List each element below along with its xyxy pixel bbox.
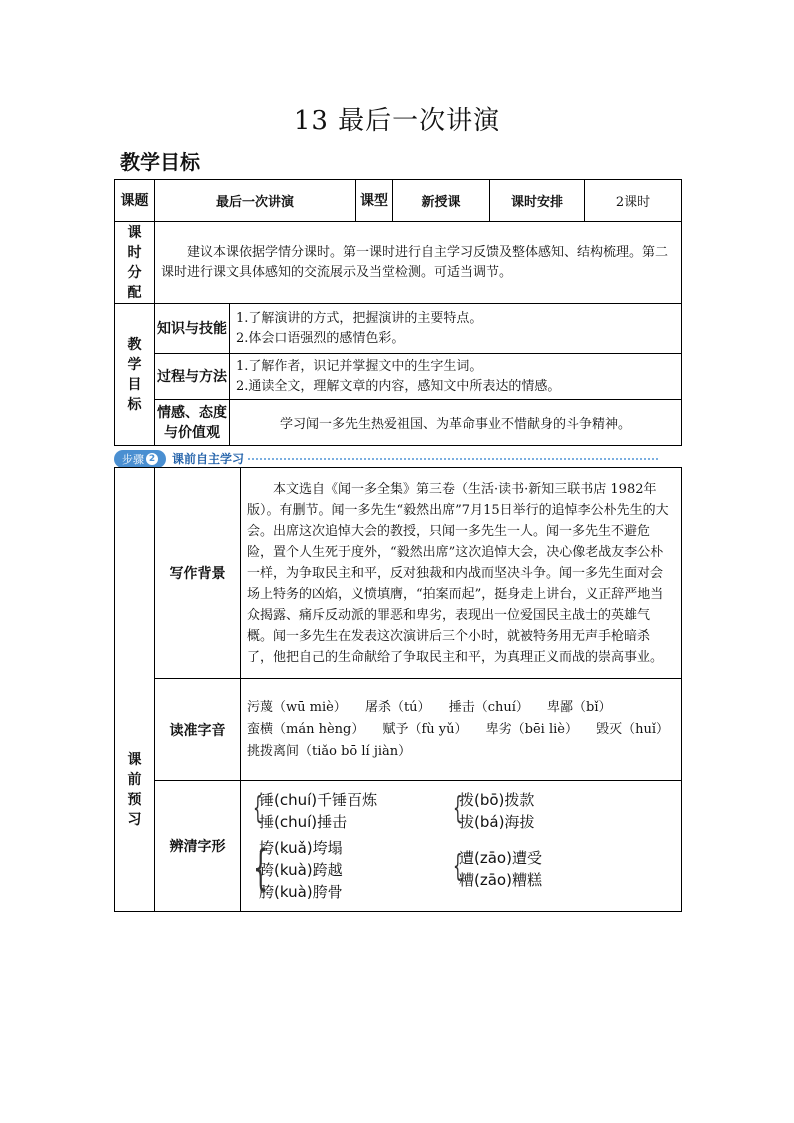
pronounce-item: 赋予（fù yǔ）: [382, 721, 468, 737]
glyph-right-column: [451, 785, 651, 907]
preview-table: [114, 467, 682, 912]
goal-line: 1.了解演讲的方式，把握演讲的主要特点。: [236, 310, 483, 326]
pronounce-label: 读准字音: [155, 679, 241, 781]
section-heading: 教学目标: [120, 150, 200, 174]
allocation-label: 课时分配: [115, 222, 155, 304]
goal-line: 2.体会口语强烈的感情色彩。: [236, 330, 405, 346]
brace-icon: {: [253, 840, 269, 896]
goal-process-label: 过程与方法: [155, 354, 230, 400]
glyph-item: 捶(chuí)捶击: [259, 813, 348, 831]
goal-line: 1.了解作者，识记并掌握文中的生字生词。: [236, 358, 483, 374]
allocation-text: 建议本课依据学情分课时。第一课时进行自主学习反馈及整体感知、结构梳理。第二课时进行课文具体感知的交流展示及当堂检测。可适当调节。: [155, 222, 682, 304]
glyph-group: [451, 789, 651, 833]
glyph-item: 遭(zāo)遭受: [459, 849, 542, 867]
brace-icon: {: [453, 849, 463, 884]
pronounce-item: 捶击（chuí）: [448, 699, 529, 715]
topic-value: 最后一次讲演: [155, 180, 356, 222]
background-text: 本文选自《闻一多全集》第三卷（生活·读书·新知三联书店 1982年版）。有删节。闻一多先生“毅然出席”7月15日举行的追悼李公朴先生的大会。出席这次追悼大会的教授，只闻一多先生一人。闻一多先生不避危险，置个人生死于度外，“毅然出席”这次追悼大会，决心像老战友李公朴一样，为争取民主和平，反对独裁和内战而坚决斗争。闻一多先生面对会场上特务的凶焰，义愤填膺，“拍案而起”，挺身走上讲台，义正辞严地当众揭露、痛斥反动派的罪恶和卑劣，表现出一位爱国民主战士的英雄气概。闻一多先生在发表这次演讲后三个小时，就被特务用无声手枪暗杀了，他把自己的生命献给了争取民主和平，为真理正义而战的崇高事业。: [241, 468, 682, 679]
schedule-label: 课时安排: [490, 180, 585, 222]
goal-emotion-label: 情感、态度与价值观: [155, 400, 230, 446]
glyph-item: 锤(chuí)千锤百炼: [259, 791, 378, 809]
glyph-item: 垮(kuǎ)垮塌: [259, 839, 343, 857]
glyph-label: 辨清字形: [155, 781, 241, 912]
goal-knowledge-label: 知识与技能: [155, 304, 230, 354]
glyph-item: 糟(zāo)糟糕: [459, 871, 542, 889]
goal-emotion-content: 学习闻一多先生热爱祖国、为革命事业不惜献身的斗争精神。: [230, 400, 682, 446]
background-label: 写作背景: [155, 468, 241, 679]
pronounce-item: 卑劣（bēi liè）: [485, 721, 578, 737]
pronounce-item: 毁灭（huǐ）: [596, 721, 670, 737]
glyph-item: 拨(bō)拨款: [459, 791, 535, 809]
pronounce-row: [247, 741, 675, 763]
pronounce-item: 蛮横（mán hèng）: [247, 721, 365, 737]
step-badge-label: 步骤: [122, 452, 144, 466]
glyph-group: [251, 837, 451, 903]
preview-label: 课前预习: [115, 468, 155, 912]
glyph-item: 跨(kuà)跨越: [259, 861, 343, 879]
document-title: 13 最后一次讲演: [293, 106, 501, 136]
glyph-item: 胯(kuà)胯骨: [259, 883, 343, 901]
brace-icon: {: [453, 791, 463, 826]
step-title: 课前自主学习: [172, 452, 245, 466]
glyph-content: [241, 781, 682, 912]
pronounce-content: [241, 679, 682, 781]
brace-icon: {: [253, 791, 263, 826]
pronounce-item: 挑拨离间（tiǎo bō lí jiàn）: [247, 743, 412, 759]
type-value: 新授课: [393, 180, 490, 222]
pronounce-row: [247, 697, 675, 719]
goals-label: 教学目标: [115, 304, 155, 446]
glyph-group: [451, 847, 651, 891]
pronounce-item: 卑鄙（bǐ）: [547, 699, 612, 715]
step-badge: [114, 450, 166, 468]
step-divider: [248, 458, 658, 460]
glyph-group: [251, 789, 451, 833]
pronounce-row: [247, 719, 675, 741]
pronounce-item: 屠杀（tú）: [364, 699, 431, 715]
step-header: [114, 450, 658, 467]
goal-line: 2.通读全文，理解文章的内容，感知文中所表达的情感。: [236, 378, 561, 394]
lesson-plan-table: [114, 179, 682, 446]
topic-label: 课题: [115, 180, 155, 222]
goal-process-content: [230, 354, 682, 400]
type-label: 课型: [356, 180, 393, 222]
goal-knowledge-content: [230, 304, 682, 354]
pronounce-item: 污蔑（wū miè）: [247, 699, 347, 715]
glyph-left-column: [251, 785, 451, 907]
glyph-item: 拔(bá)海拔: [459, 813, 535, 831]
step-number: 2: [146, 453, 158, 465]
schedule-value: 2课时: [585, 180, 682, 222]
